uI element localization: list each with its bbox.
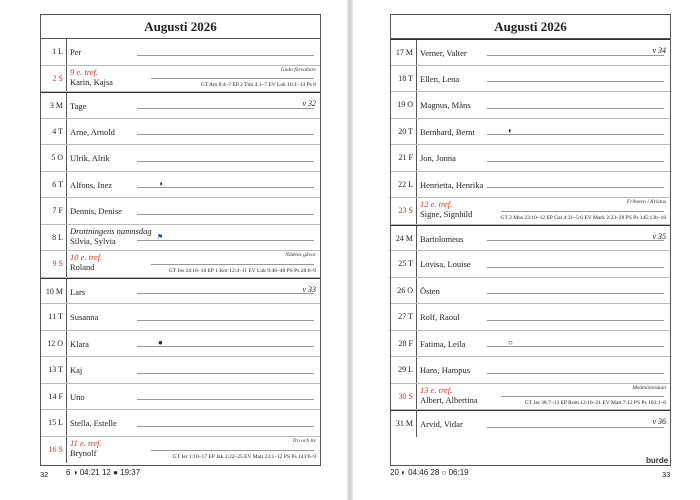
name-day — [70, 226, 152, 246]
name-day-names: Ellen, Lena — [420, 73, 460, 84]
brand-logo: burde — [646, 456, 669, 465]
day-label: 18 T — [391, 66, 417, 92]
day-row[interactable] — [41, 251, 320, 278]
bible-readings: GT Jes 24:16–18 EP 1 Kor 12:4–11 EV Luk 9:46–48 PS Ps 28:6–9 — [168, 267, 316, 274]
week-number: v 33 — [302, 284, 316, 294]
day-label: 30 S — [391, 384, 417, 410]
bible-readings: GT 2 Mos 23:10–12 EP Gal 4:31–5:6 EV Mark 2:23–28 PS Ps 145:13b–18 — [500, 214, 666, 221]
week-number: v 36 — [652, 417, 666, 426]
day-row[interactable] — [41, 225, 320, 252]
name-day — [420, 180, 483, 190]
day-label: 22 L — [391, 172, 417, 198]
writing-line — [137, 55, 314, 56]
name-day — [70, 365, 82, 375]
name-day-names: Hans, Hampus — [420, 365, 471, 375]
name-day-names: Magnus, Måns — [420, 100, 471, 110]
day-row[interactable] — [41, 145, 320, 172]
day-row[interactable] — [391, 39, 670, 66]
writing-line — [137, 373, 314, 374]
name-day-names: Verner, Valter — [420, 48, 467, 58]
name-day — [420, 153, 456, 163]
name-day-names: Fatima, Leila — [420, 338, 466, 349]
moon-phase-icon: ◑ — [158, 178, 163, 188]
writing-line — [487, 55, 664, 56]
day-row[interactable] — [391, 172, 670, 199]
day-row[interactable] — [41, 437, 320, 464]
day-row[interactable] — [41, 92, 320, 119]
sunday-theme: Friheten i Kristus — [626, 199, 666, 205]
name-day — [420, 100, 471, 110]
writing-line — [151, 450, 314, 451]
name-day — [420, 259, 471, 269]
writing-line — [137, 346, 314, 347]
name-day — [420, 385, 478, 405]
name-day — [70, 339, 89, 349]
day-label: 9 S — [41, 251, 67, 277]
day-row[interactable] — [41, 384, 320, 411]
writing-line — [137, 426, 314, 427]
name-day — [70, 312, 98, 322]
writing-line — [137, 134, 314, 135]
writing-line — [487, 161, 664, 162]
day-row[interactable] — [391, 357, 670, 384]
name-day — [70, 392, 85, 402]
day-row[interactable] — [391, 278, 670, 305]
day-label: 25 T — [391, 251, 417, 277]
name-day — [70, 101, 86, 111]
day-label: 3 M — [41, 93, 67, 118]
writing-line — [137, 293, 314, 294]
name-day — [70, 180, 112, 190]
day-occasion: 12 e. tref. — [420, 199, 453, 209]
name-day-names: Albert, Albertina — [420, 394, 478, 405]
day-row[interactable] — [41, 304, 320, 331]
name-day — [70, 67, 113, 87]
day-label: 24 M — [391, 226, 417, 251]
name-day — [70, 127, 115, 137]
writing-line — [137, 320, 314, 321]
moon-phase-icon: ○ — [508, 337, 513, 347]
name-day — [70, 206, 122, 216]
day-label: 12 O — [41, 331, 67, 357]
day-label: 6 T — [41, 172, 67, 198]
week-number: v 35 — [652, 231, 666, 241]
name-day-names: Silvia, Sylvia — [70, 235, 116, 246]
book-gutter — [347, 0, 353, 500]
writing-line — [487, 346, 664, 347]
name-day-names: Klara — [70, 338, 89, 349]
day-row[interactable] — [41, 39, 320, 66]
day-label: 21 F — [391, 145, 417, 171]
sunday-theme: Nådens gåvor — [285, 252, 316, 258]
day-occasion: 9 e. tref. — [70, 66, 99, 77]
day-label: 20 T — [391, 119, 417, 145]
day-label: 26 O — [391, 278, 417, 304]
day-row[interactable] — [391, 384, 670, 411]
name-day-names: Uno — [70, 391, 85, 402]
name-day-names: Susanna — [70, 312, 99, 322]
name-day-names: Tage — [70, 101, 87, 111]
name-day-names: Henrietta, Henrika — [420, 179, 484, 190]
writing-line — [501, 396, 664, 397]
day-occasion: 13 e. tref. — [420, 384, 453, 395]
writing-line — [487, 134, 664, 135]
name-day — [420, 127, 475, 137]
name-day-names: Per — [70, 47, 82, 57]
name-day-names: Signe, Signhild — [420, 209, 473, 219]
writing-line — [487, 427, 664, 428]
day-row[interactable] — [41, 172, 320, 199]
name-day — [70, 47, 81, 57]
writing-line — [151, 264, 314, 265]
day-label: 1 L — [41, 39, 67, 65]
writing-line — [487, 187, 664, 188]
writing-line — [137, 161, 314, 162]
name-day — [420, 286, 440, 296]
name-day — [70, 153, 110, 163]
writing-line — [137, 240, 314, 241]
day-label: 5 O — [41, 145, 67, 171]
moon-phases-footer: 20 ◐ 04:46 28 ○ 06:19 — [390, 468, 469, 477]
moon-phase-icon: ● — [158, 337, 163, 347]
day-label: 2 S — [41, 66, 67, 92]
bible-readings: GT Jer 1:10–17 EP Jak 1:22–25 EV Matt 23:1–12 PS Ps 143:6–9 — [172, 454, 316, 460]
name-day-names: Östen — [420, 285, 440, 296]
writing-line — [137, 214, 314, 215]
name-day — [70, 252, 102, 272]
name-day — [70, 418, 117, 428]
moon-phases-footer: 6 ◑ 04:21 12 ● 19:37 — [66, 468, 141, 477]
name-day-names: Arvid, Vidar — [420, 419, 463, 429]
name-day-names: Arne, Arnold — [70, 126, 115, 137]
name-day-names: Bartolomeus — [420, 233, 464, 244]
name-day-names: Dennis, Denise — [70, 206, 122, 216]
day-row[interactable] — [391, 410, 670, 437]
day-occasion: 11 e. tref. — [70, 437, 102, 448]
page-number: 33 — [662, 470, 671, 479]
sunday-theme: Goda förvaltare — [280, 66, 316, 73]
name-day — [420, 419, 463, 429]
name-day — [420, 199, 472, 219]
day-label: 17 M — [391, 40, 417, 65]
day-label: 4 T — [41, 119, 67, 145]
writing-line — [487, 320, 664, 321]
day-row[interactable] — [41, 278, 320, 305]
day-row[interactable] — [41, 357, 320, 384]
bible-readings: GT Jer 38:7–13 EP Rom 12:16–21 EV Matt 7:12 PS Ps 103:1–6 — [524, 400, 666, 406]
day-label: 15 L — [41, 410, 67, 436]
day-rows — [391, 39, 670, 437]
right-page — [390, 14, 671, 466]
moon-phase-icon: ◐ — [508, 125, 513, 135]
flag-icon: ⚑ — [157, 232, 164, 241]
week-number: v 32 — [302, 99, 316, 108]
name-day — [420, 365, 470, 375]
sunday-theme: Tro och liv — [292, 437, 316, 444]
name-day-names: Lars — [70, 286, 86, 297]
day-row[interactable] — [391, 92, 670, 119]
day-label: 7 F — [41, 198, 67, 224]
writing-line — [487, 293, 664, 294]
day-row[interactable] — [41, 410, 320, 437]
day-row[interactable] — [391, 119, 670, 146]
name-day-names: Kaj — [70, 365, 83, 375]
day-label: 14 F — [41, 384, 67, 410]
writing-line — [487, 267, 664, 268]
day-label: 11 T — [41, 304, 67, 330]
writing-line — [137, 399, 314, 400]
name-day-names: Roland — [70, 262, 95, 272]
day-row[interactable] — [391, 145, 670, 172]
writing-line — [487, 373, 664, 374]
day-label: 19 O — [391, 92, 417, 118]
name-day-names: Jon, Jonna — [420, 153, 456, 163]
name-day-names: Brynolf — [70, 447, 97, 458]
bible-readings: GT Am 8:4–7 EP 2 Tim 4:1–7 EV Luk 16:1–13 Ps 8 — [200, 82, 316, 88]
day-label: 23 S — [391, 198, 417, 224]
name-day-names: Alfons, Inez — [70, 179, 113, 190]
writing-line — [137, 187, 314, 188]
day-row[interactable] — [41, 198, 320, 225]
writing-line — [487, 81, 664, 82]
name-day — [70, 438, 102, 458]
name-day-names: Lovisa, Louise — [420, 259, 471, 269]
name-day-names: Bernhard, Bernt — [420, 126, 475, 137]
day-row[interactable] — [41, 66, 320, 93]
writing-line — [137, 108, 314, 109]
page-number: 32 — [40, 470, 49, 479]
name-day-names: Karin, Kajsa — [70, 76, 113, 87]
week-number: v 34 — [652, 46, 666, 55]
day-row[interactable] — [391, 225, 670, 252]
name-day — [420, 312, 460, 322]
name-day-names: Rolf, Raoul — [420, 312, 460, 322]
left-page — [40, 14, 321, 466]
day-row[interactable] — [391, 66, 670, 93]
day-rows — [41, 39, 320, 463]
name-day — [70, 287, 85, 297]
day-label: 13 T — [41, 357, 67, 383]
name-day — [420, 48, 467, 58]
day-label: 31 M — [391, 411, 417, 437]
day-label: 10 M — [41, 279, 67, 304]
writing-line — [487, 108, 664, 109]
name-day — [420, 74, 459, 84]
name-day — [420, 339, 465, 349]
day-row[interactable] — [391, 198, 670, 225]
day-label: 27 T — [391, 304, 417, 330]
month-title: Augusti 2026 — [391, 15, 670, 39]
day-label: 8 L — [41, 225, 67, 251]
writing-line — [151, 78, 314, 79]
writing-line — [487, 240, 664, 241]
day-label: 16 S — [41, 437, 67, 464]
day-row[interactable] — [41, 331, 320, 358]
day-row[interactable] — [391, 251, 670, 278]
day-row[interactable] — [41, 119, 320, 146]
name-day-names: Ulrik, Alrik — [70, 153, 110, 163]
day-occasion: 10 e. tref. — [70, 252, 103, 262]
sunday-theme: Medmänniskan — [632, 384, 666, 391]
writing-line — [501, 211, 664, 212]
month-title: Augusti 2026 — [41, 15, 320, 39]
name-day-names: Stella, Estelle — [70, 418, 117, 428]
day-occasion: Drottningens namnsdag — [70, 225, 152, 236]
day-label: 29 L — [391, 357, 417, 383]
day-row[interactable] — [391, 304, 670, 331]
day-row[interactable] — [391, 331, 670, 358]
name-day — [420, 234, 463, 244]
day-label: 28 F — [391, 331, 417, 357]
